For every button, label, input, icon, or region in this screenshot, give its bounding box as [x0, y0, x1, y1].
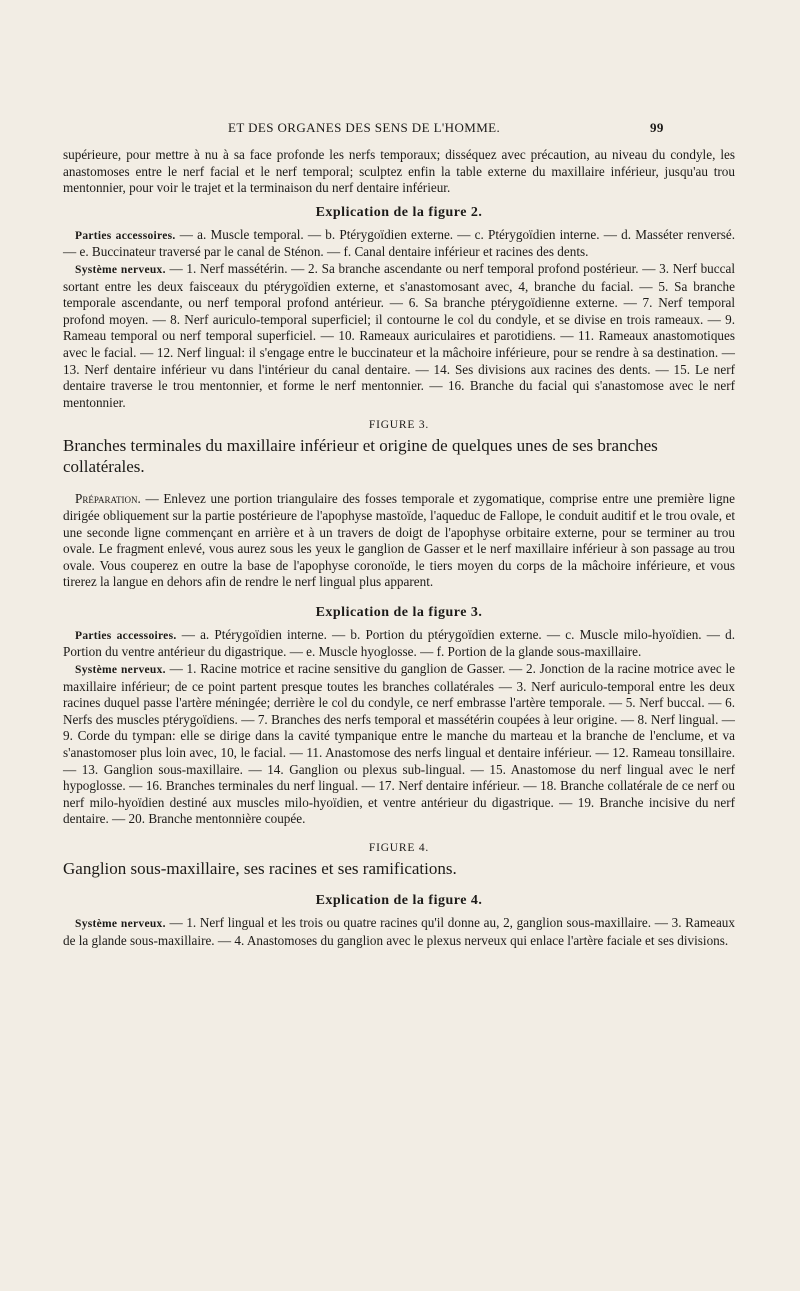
- fig2-parties-label: Parties accessoires.: [75, 229, 176, 242]
- fig2-explanation-heading: Explication de la figure 2.: [315, 204, 483, 220]
- fig4-title: Ganglion sous-maxillaire, ses racines et ses ramifications.: [63, 859, 457, 878]
- fig2-parties-paragraph: [63, 227, 735, 261]
- fig4-explanation-heading: Explication de la figure 4.: [315, 893, 483, 908]
- fig3-title: Branches terminales du maxillaire inférieur et origine de quelques unes de ses branches collatérales.: [63, 436, 658, 477]
- fig3-systeme-text: — 1. Racine motrice et racine sensitive du ganglion de Gasser. — 2. Jonction de la racine motrice avec le maxillaire inférieur; de ce point partent presque toutes les branches collatérales — 3. Nerf auriculo-temporal entre les deux racines duquel passe l'artère méningée; derrière le col du condyle, ce nerf embrasse l'artère temporale. — 5. Nerf buccal. — 6. Nerfs des muscles ptérygoïdiens. — 7. Branches des nerfs temporal et massétérin coupées à leur origine. — 8. Nerf lingual. — 9. Corde du tympan: elle se dirige dans la cavité tympanique entre le manche du marteau et la branche de l'enclume, et va s'anastomoser plus loin avec, 10, le facial. — 11. Anastomose des nerfs lingual et dentaire inférieur. — 12. Rameau tonsillaire. — 13. Ganglion sous-maxillaire. — 14. Ganglion ou plexus sub-lingual. — 15. Anastomose du nerf lingual avec le nerf hypoglosse. — 16. Branches terminales du nerf lingual. — 17. Nerf dentaire inférieur. — 18. Branche collatérale de ce nerf ou nerf milo-hyoïdien destiné aux muscles milo-hyoïdien, et ventre antérieur du digastrique. — 19. Branche incisive du nerf dentaire. — 20. Branche mentonnière coupée.: [63, 661, 735, 827]
- page-body: [63, 147, 735, 949]
- fig3-parties-label: Parties accessoires.: [75, 629, 177, 642]
- fig3-parties-paragraph: [63, 627, 735, 661]
- fig2-parties-text: — a. Muscle temporal. — b. Ptérygoïdien externe. — c. Ptérygoïdien interne. — d. Masséter renversé. — e. Buccinateur traversé par le canal de Sténon. — f. Canal dentaire inférieur et racines des dents.: [63, 226, 735, 260]
- fig4-systeme-paragraph: [63, 915, 735, 949]
- fig4-label: FIGURE 4.: [368, 842, 430, 854]
- running-header: [0, 120, 800, 140]
- fig4-systeme-label: Système nerveux.: [75, 918, 166, 930]
- fig4-systeme-text: — 1. Nerf lingual et les trois ou quatre racines qu'il donne au, 2, ganglion sous-maxillaire. — 3. Rameaux de la glande sous-maxillaire. — 4. Anastomoses du ganglion avec le plexus nerveux qui enlace l'artère faciale et ses divisions.: [63, 915, 735, 948]
- fig3-preparation-text: — Enlevez une portion triangulaire des fosses temporale et zygomatique, comprise entre une première ligne dirigée obliquement sur la partie postérieure de l'apophyse mastoïde, l'aqueduc de Fallope, le conduit auditif et le trou ovale, et une seconde ligne commençant en arrière et à un travers de doigt de l'apophyse orbitaire externe, pour se terminer au trou ovale. Le fragment enlevé, vous aurez sous les yeux le ganglion de Gasser et le nerf maxillaire inférieur à son passage au trou ovale. Vous couperez en outre la base de l'apophyse coronoïde, le tiers moyen du corps de la mâchoire inférieure, et vous tirerez la langue en dehors afin de rendre le nerf lingual plus apparent.: [63, 491, 735, 590]
- fig3-preparation-label: Préparation.: [75, 491, 141, 507]
- fig3-systeme-label: Système nerveux.: [75, 664, 166, 677]
- fig3-label: FIGURE 3.: [368, 419, 430, 432]
- fig2-systeme-paragraph: [63, 261, 735, 411]
- fig2-systeme-label: Système nerveux.: [75, 263, 166, 276]
- fig3-systeme-paragraph: [63, 661, 735, 828]
- fig3-explanation-heading: Explication de la figure 3.: [315, 604, 483, 620]
- intro-paragraph: supérieure, pour mettre à nu à sa face profonde les nerfs temporaux; disséquez avec précaution, au niveau du condyle, les anastomoses entre le nerf facial et le nerf temporal; sculptez enfin la table externe du maxillaire inférieur, jusqu'au trou mentonnier, pour voir le trajet et la terminaison du nerf dentaire inférieur.: [63, 147, 735, 196]
- fig3-parties-text: — a. Ptérygoïdien interne. — b. Portion du ptérygoïdien externe. — c. Muscle milo-hyoïdien. — d. Portion du ventre antérieur du digastrique. — e. Muscle hyoglosse. — f. Portion de la glande sous-maxillaire.: [63, 626, 736, 660]
- running-title: ET DES ORGANES DES SENS DE L'HOMME.: [228, 120, 501, 135]
- page-number: 99: [650, 120, 664, 135]
- fig3-preparation-paragraph: [63, 491, 735, 591]
- fig2-systeme-text: — 1. Nerf massétérin. — 2. Sa branche ascendante ou nerf temporal profond postérieur. — 3. Nerf buccal sortant entre les deux faisceaux du ptérygoïdien externe, et s'anastomosant avec, 4, branche du facial. — 5. Sa branche temporale ascendante, ou nerf temporal profond antérieur. — 6. Sa branche ptérygoïdienne externe. — 7. Nerf temporal profond moyen. — 8. Nerf auriculo-temporal superficiel; il contourne le col du condyle, et se divise en trois rameaux. — 9. Rameau temporal ou nerf temporal superficiel. — 10. Rameaux auriculaires et parotidiens. — 11. Rameaux anastomotiques avec le facial. — 12. Nerf lingual: il s'engage entre le buccinateur et la mâchoire inférieure, pour se rendre à sa destination. — 13. Nerf dentaire inférieur vu dans l'intérieur du canal dentaire. — 14. Ses divisions aux racines des dents. — 15. Le nerf dentaire traverse le trou mentonnier, et forme le nerf mentonnier. — 16. Branche du facial qui s'anastomose avec le nerf mentonnier.: [63, 260, 735, 410]
